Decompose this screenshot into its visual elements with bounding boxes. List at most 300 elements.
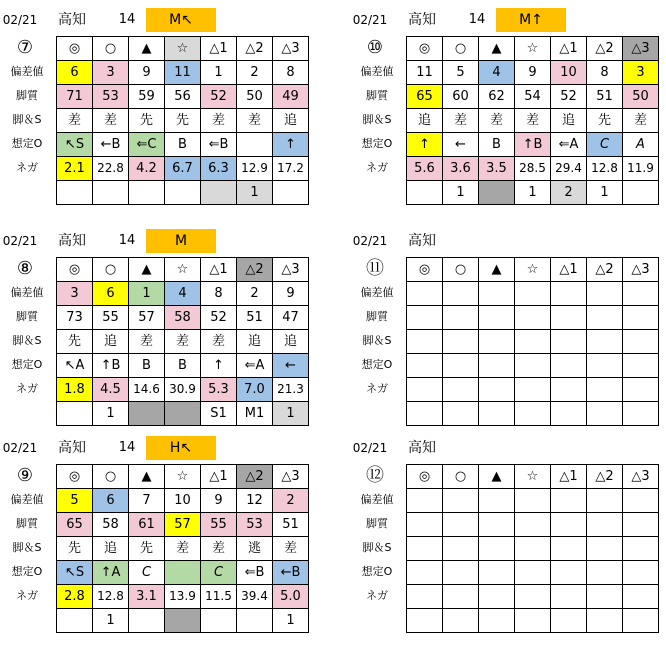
runner-count: 14 (118, 440, 136, 455)
grid-cell: ↑B (515, 133, 551, 157)
row-running-style (57, 537, 309, 561)
race-number: ⑩ (366, 37, 384, 58)
grid-cell (587, 354, 623, 378)
grid-cell: ▲ (479, 465, 515, 489)
grid-cell: ▲ (129, 258, 165, 282)
row-leg-speed (57, 354, 309, 378)
grid-cell: 10 (551, 61, 587, 85)
grid-cell (407, 402, 443, 426)
grid-cell (443, 561, 479, 585)
row-label: 脚＆S (362, 334, 392, 347)
grid-cell: 11 (407, 61, 443, 85)
grid-cell (587, 585, 623, 609)
row-marks (407, 37, 659, 61)
row-label: 脚＆S (12, 541, 42, 554)
row-label: 偏差値 (360, 493, 394, 506)
grid-cell: C (201, 561, 237, 585)
grid-cell: 追 (93, 330, 129, 354)
race-grid (56, 257, 309, 426)
row-deviation (407, 306, 659, 330)
grid-cell (623, 330, 659, 354)
row-deviation (57, 513, 309, 537)
row-expected-odds (407, 378, 659, 402)
row-label: 偏差値 (10, 493, 44, 506)
grid-cell: △2 (237, 37, 273, 61)
row-horse-numbers (407, 282, 659, 306)
grid-cell: 先 (129, 537, 165, 561)
grid-cell: B (165, 133, 201, 157)
grid-cell: 4.5 (93, 378, 129, 402)
grid-cell (479, 489, 515, 513)
grid-cell: 58 (165, 306, 201, 330)
grid-cell: 1 (237, 181, 273, 205)
row-label: 脚質 (366, 517, 388, 530)
grid-cell: ◎ (407, 258, 443, 282)
grid-cell: 29.4 (551, 157, 587, 181)
grid-cell: A (623, 133, 659, 157)
row-nega (57, 181, 309, 205)
grid-cell (237, 133, 273, 157)
grid-cell (515, 489, 551, 513)
grid-cell: 先 (165, 109, 201, 133)
runner-count: 14 (118, 233, 136, 248)
grid-cell (407, 513, 443, 537)
grid-cell: 60 (443, 85, 479, 109)
row-leg-speed (57, 561, 309, 585)
row-deviation (407, 513, 659, 537)
row-nega (407, 181, 659, 205)
grid-cell: ▲ (479, 258, 515, 282)
grid-cell (623, 354, 659, 378)
grid-cell: 47 (273, 306, 309, 330)
grid-cell: 6 (57, 61, 93, 85)
race-grid (56, 464, 309, 633)
grid-cell: 2.1 (57, 157, 93, 181)
grid-cell: 12 (237, 489, 273, 513)
grid-cell (551, 282, 587, 306)
grid-cell: ⇐B (201, 133, 237, 157)
row-label: 想定O (361, 137, 393, 150)
grid-cell (129, 609, 165, 633)
grid-cell: 7.0 (237, 378, 273, 402)
grid-cell: △3 (623, 465, 659, 489)
grid-cell: ⇐B (237, 561, 273, 585)
grid-cell: 50 (237, 85, 273, 109)
grid-cell: 13.9 (165, 585, 201, 609)
grid-cell: 65 (407, 85, 443, 109)
grid-cell: 差 (93, 109, 129, 133)
grid-cell (443, 489, 479, 513)
grid-cell: 差 (201, 109, 237, 133)
grid-cell: ○ (93, 465, 129, 489)
grid-cell: 17.2 (273, 157, 309, 181)
grid-cell: 2 (273, 489, 309, 513)
grid-cell: 65 (57, 513, 93, 537)
grid-cell: 8 (273, 61, 309, 85)
grid-cell: 12.9 (237, 157, 273, 181)
row-horse-numbers (407, 489, 659, 513)
row-horse-numbers (407, 61, 659, 85)
row-running-style (57, 109, 309, 133)
grid-cell (587, 489, 623, 513)
grid-cell: 差 (479, 109, 515, 133)
grid-cell (623, 561, 659, 585)
grid-cell: 差 (623, 109, 659, 133)
row-labels (0, 488, 54, 608)
race-grid (406, 36, 659, 205)
grid-cell (165, 402, 201, 426)
grid-cell (407, 354, 443, 378)
grid-cell: 追 (93, 537, 129, 561)
grid-cell: ◎ (57, 37, 93, 61)
grid-cell: ◎ (57, 258, 93, 282)
row-horse-numbers (57, 61, 309, 85)
grid-cell: 49 (273, 85, 309, 109)
row-expected-odds (57, 157, 309, 181)
pace-forecast: M (146, 229, 216, 253)
grid-cell (515, 378, 551, 402)
grid-cell (551, 402, 587, 426)
grid-cell: ↑A (93, 561, 129, 585)
grid-cell: 追 (407, 109, 443, 133)
grid-cell: ☆ (515, 465, 551, 489)
race-grid (406, 257, 659, 426)
grid-cell: 52 (201, 85, 237, 109)
row-deviation (407, 85, 659, 109)
grid-cell: 51 (587, 85, 623, 109)
grid-cell (479, 378, 515, 402)
row-running-style (407, 330, 659, 354)
grid-cell: 2 (551, 181, 587, 205)
grid-cell (273, 181, 309, 205)
grid-cell: 追 (273, 330, 309, 354)
grid-cell: 55 (201, 513, 237, 537)
grid-cell: C (129, 561, 165, 585)
row-label: 偏差値 (10, 65, 44, 78)
grid-cell (515, 354, 551, 378)
row-expected-odds (407, 585, 659, 609)
grid-cell: 5 (57, 489, 93, 513)
race-panel (0, 436, 310, 636)
grid-cell (479, 181, 515, 205)
grid-cell: ○ (93, 258, 129, 282)
grid-cell (623, 181, 659, 205)
race-panel (350, 8, 660, 208)
grid-cell (587, 609, 623, 633)
race-panel (350, 436, 660, 636)
grid-cell: ← (273, 354, 309, 378)
grid-cell: 14.6 (129, 378, 165, 402)
pace-forecast: H↖ (146, 436, 216, 460)
grid-cell (165, 561, 201, 585)
race-panel (350, 229, 660, 429)
grid-cell (623, 402, 659, 426)
grid-cell: 5.0 (273, 585, 309, 609)
grid-cell: ⇐A (237, 354, 273, 378)
race-date: 02/21 (352, 234, 388, 248)
grid-cell: B (479, 133, 515, 157)
grid-cell: 3.6 (443, 157, 479, 181)
row-leg-speed (407, 133, 659, 157)
grid-cell: 差 (165, 537, 201, 561)
grid-cell (515, 330, 551, 354)
grid-cell: 58 (93, 513, 129, 537)
grid-cell (443, 306, 479, 330)
race-date: 02/21 (2, 234, 38, 248)
grid-cell (443, 282, 479, 306)
pace-forecast (496, 436, 566, 460)
row-label: 脚質 (16, 89, 38, 102)
race-header (0, 8, 310, 32)
grid-cell: △3 (623, 37, 659, 61)
grid-cell: △2 (587, 465, 623, 489)
grid-cell (623, 489, 659, 513)
row-marks (57, 37, 309, 61)
race-venue: 高知 (408, 440, 436, 456)
grid-cell: ◎ (57, 465, 93, 489)
grid-cell (479, 585, 515, 609)
grid-cell (551, 609, 587, 633)
grid-cell (515, 609, 551, 633)
race-panel (0, 229, 310, 429)
row-marks (407, 258, 659, 282)
grid-cell (443, 537, 479, 561)
grid-cell (587, 537, 623, 561)
grid-cell (551, 585, 587, 609)
grid-cell: 9 (201, 489, 237, 513)
row-horse-numbers (57, 489, 309, 513)
grid-cell (551, 306, 587, 330)
grid-cell: 30.9 (165, 378, 201, 402)
grid-cell: ⇐C (129, 133, 165, 157)
grid-cell (407, 181, 443, 205)
grid-cell (587, 378, 623, 402)
grid-cell: △1 (551, 465, 587, 489)
grid-cell (479, 537, 515, 561)
grid-cell: 5 (443, 61, 479, 85)
grid-cell: ◎ (407, 37, 443, 61)
row-label: 想定O (361, 358, 393, 371)
runner-count: 14 (468, 12, 486, 27)
grid-cell (551, 561, 587, 585)
row-marks (407, 465, 659, 489)
grid-cell: △3 (273, 465, 309, 489)
row-expected-odds (57, 585, 309, 609)
grid-cell (551, 537, 587, 561)
race-number: ⑦ (16, 37, 34, 58)
grid-cell: 8 (201, 282, 237, 306)
grid-cell (93, 181, 129, 205)
grid-cell: B (129, 354, 165, 378)
grid-cell (551, 330, 587, 354)
row-label: 脚＆S (12, 113, 42, 126)
grid-cell: 11.5 (201, 585, 237, 609)
grid-cell: 差 (237, 109, 273, 133)
grid-cell (551, 489, 587, 513)
grid-cell (443, 402, 479, 426)
grid-cell (515, 585, 551, 609)
grid-cell: 6.3 (201, 157, 237, 181)
grid-cell: 1 (129, 282, 165, 306)
race-grid (406, 464, 659, 633)
grid-cell: ☆ (165, 465, 201, 489)
grid-cell (407, 489, 443, 513)
row-leg-speed (407, 561, 659, 585)
grid-cell: 6 (93, 282, 129, 306)
grid-cell (479, 354, 515, 378)
grid-cell (623, 378, 659, 402)
race-header (350, 229, 660, 253)
grid-cell: ○ (443, 37, 479, 61)
grid-cell: 先 (57, 537, 93, 561)
row-label: 想定O (11, 137, 43, 150)
race-date: 02/21 (352, 441, 388, 455)
grid-cell: 1 (443, 181, 479, 205)
row-nega (407, 609, 659, 633)
row-label: 偏差値 (360, 65, 394, 78)
grid-cell: 9 (273, 282, 309, 306)
row-label: 脚質 (16, 310, 38, 323)
grid-cell (237, 609, 273, 633)
grid-cell (443, 354, 479, 378)
row-expected-odds (57, 378, 309, 402)
grid-cell: ↖S (57, 133, 93, 157)
grid-cell: △1 (551, 37, 587, 61)
grid-cell: 51 (273, 513, 309, 537)
grid-cell: ☆ (515, 258, 551, 282)
grid-cell: 4 (479, 61, 515, 85)
grid-cell (479, 306, 515, 330)
grid-cell: B (165, 354, 201, 378)
grid-cell (407, 378, 443, 402)
grid-cell (515, 537, 551, 561)
row-deviation (57, 85, 309, 109)
race-venue: 高知 (58, 440, 86, 456)
grid-cell: 1 (587, 181, 623, 205)
grid-cell (479, 282, 515, 306)
grid-cell: △2 (587, 37, 623, 61)
grid-cell: 差 (443, 109, 479, 133)
grid-cell: 8 (587, 61, 623, 85)
grid-cell (587, 282, 623, 306)
row-labels (0, 281, 54, 401)
row-expected-odds (407, 157, 659, 181)
race-venue: 高知 (58, 12, 86, 28)
runner-count (464, 229, 490, 253)
grid-cell: ↑ (273, 133, 309, 157)
grid-cell: 22.8 (93, 157, 129, 181)
row-label: 脚＆S (12, 334, 42, 347)
grid-cell: ▲ (479, 37, 515, 61)
grid-cell (515, 282, 551, 306)
grid-cell (201, 609, 237, 633)
grid-cell: 73 (57, 306, 93, 330)
grid-cell: ○ (443, 465, 479, 489)
row-label: 想定O (11, 358, 43, 371)
grid-cell: △3 (623, 258, 659, 282)
grid-cell (443, 609, 479, 633)
grid-cell: 5.6 (407, 157, 443, 181)
grid-cell (587, 561, 623, 585)
row-deviation (57, 306, 309, 330)
row-label: 偏差値 (360, 286, 394, 299)
grid-cell (443, 330, 479, 354)
row-label: 脚質 (366, 89, 388, 102)
grid-cell: 52 (201, 306, 237, 330)
grid-cell: 9 (129, 61, 165, 85)
grid-cell (407, 537, 443, 561)
grid-cell (515, 306, 551, 330)
grid-cell: 9 (515, 61, 551, 85)
grid-cell: 1 (201, 61, 237, 85)
grid-cell: 先 (587, 109, 623, 133)
grid-cell: 1 (273, 609, 309, 633)
grid-cell: ☆ (165, 258, 201, 282)
row-label: ネガ (366, 589, 388, 602)
grid-cell: △3 (273, 37, 309, 61)
row-nega (407, 402, 659, 426)
grid-cell: ▲ (129, 37, 165, 61)
runner-count: 14 (118, 12, 136, 27)
grid-cell: 差 (165, 330, 201, 354)
grid-cell: 3 (57, 282, 93, 306)
race-grid (56, 36, 309, 205)
grid-cell: 57 (165, 513, 201, 537)
grid-cell (551, 513, 587, 537)
runner-count (464, 436, 490, 460)
grid-cell: 3.1 (129, 585, 165, 609)
grid-cell: 追 (551, 109, 587, 133)
grid-cell (443, 585, 479, 609)
grid-cell: 61 (129, 513, 165, 537)
grid-cell: 先 (129, 109, 165, 133)
grid-cell: 56 (165, 85, 201, 109)
grid-cell: 5.3 (201, 378, 237, 402)
grid-cell (407, 330, 443, 354)
grid-cell (587, 330, 623, 354)
grid-cell: ↑ (407, 133, 443, 157)
grid-cell: 52 (551, 85, 587, 109)
grid-cell: 10 (165, 489, 201, 513)
grid-cell (407, 282, 443, 306)
row-labels (350, 488, 404, 608)
row-label: 想定O (11, 565, 43, 578)
grid-cell: 21.3 (273, 378, 309, 402)
grid-cell: ⇐A (551, 133, 587, 157)
grid-cell (515, 402, 551, 426)
row-label: ネガ (16, 382, 38, 395)
grid-cell: ←B (273, 561, 309, 585)
row-labels (350, 60, 404, 180)
pace-forecast (496, 229, 566, 253)
row-label: 脚質 (366, 310, 388, 323)
grid-cell: 差 (515, 109, 551, 133)
grid-cell: 28.5 (515, 157, 551, 181)
grid-cell: 11.9 (623, 157, 659, 181)
row-running-style (407, 537, 659, 561)
grid-cell (407, 561, 443, 585)
row-label: ネガ (366, 161, 388, 174)
grid-cell: 12.8 (587, 157, 623, 181)
grid-cell (201, 181, 237, 205)
grid-cell: △1 (201, 258, 237, 282)
grid-cell: 12.8 (93, 585, 129, 609)
grid-cell (623, 513, 659, 537)
grid-cell: 1 (273, 402, 309, 426)
grid-cell: ←B (93, 133, 129, 157)
race-number: ⑨ (16, 465, 34, 486)
grid-cell: 差 (273, 537, 309, 561)
